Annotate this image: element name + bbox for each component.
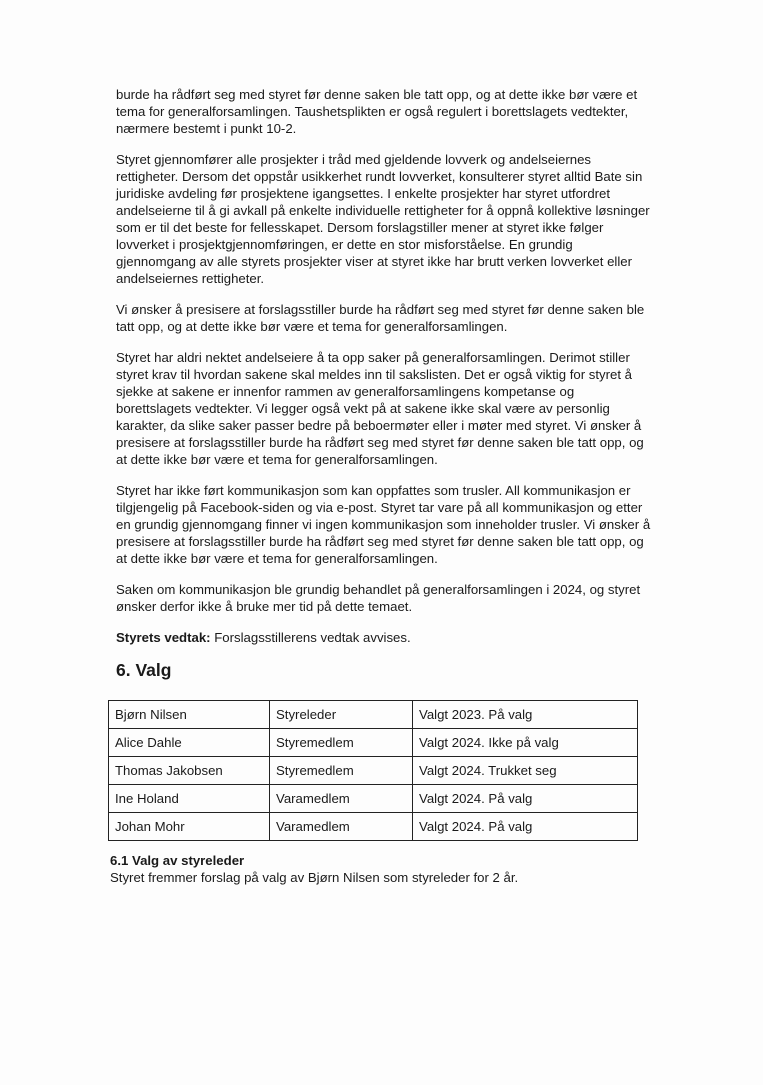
paragraph-2: Styret gjennomfører alle prosjekter i tråd med gjeldende lovverk og andelseiernes rettigheter. Dersom det oppstår usikkerhet rundt lovverket, konsulterer styret alltid Bate sin juridiske avdeling før prosjektene igangsettes. I enkelte prosjekter har styret utfordret andelseierne til å gi avkall på enkelte individuelle rettigheter for å oppnå kollektive løsninger som er til det beste for fellesskapet. Dersom forslagstiller mener at styret ikke følger lovverket i prosjektgjennomføringen, er dette en stor misforståelse. En grundig gjennomgang av alle styrets prosjekter viser at styret ikke har brutt verken lovverket eller andelseiernes rettigheter. — [116, 152, 650, 286]
table-row — [109, 701, 638, 729]
decision-label: Styrets vedtak: — [116, 630, 211, 645]
paragraph-5: Styret har ikke ført kommunikasjon som kan oppfattes som trusler. All kommunikasjon er tilgjengelig på Facebook-siden og via e-post. Styret tar vare på all kommunikasjon og etter en grundig gjennomgang finner vi ingen kommunikasjon som inneholder trusler. Vi ønsker å presisere at forslagsstiller burde ha rådført seg med styret før denne saken ble tatt opp, og at dette ikke bør være et tema for generalforsamlingen. — [116, 483, 651, 566]
table-cell-role: Varamedlem — [270, 785, 413, 813]
paragraph-6: Saken om kommunikasjon ble grundig behandlet på generalforsamlingen i 2024, og styret ønsker derfor ikke å bruke mer tid på dette temaet. — [116, 582, 641, 614]
paragraph-1: burde ha rådført seg med styret før denne saken ble tatt opp, og at dette ikke bør være et tema for generalforsamlingen. Taushetsplikten er også regulert i borettslagets vedtekter, nærmere bestemt i punkt 10-2. — [116, 87, 638, 136]
paragraph-4: Styret har aldri nektet andelseiere å ta opp saker på generalforsamlingen. Derimot stiller styret krav til hvordan sakene skal meldes inn til sakslisten. Det er også viktig for styret å sjekke at sakene er innenfor rammen av generalforsamlingens kompetanse og borettslagets vedtekter. Vi legger også vekt på at sakene ikke skal være av personlig karakter, da slike saker passer bedre på beboermøter eller i møter med styret. Vi ønsker å presisere at forslagsstiller burde ha rådført seg med styret før denne saken ble tatt opp, og at dette ikke bør være et tema for generalforsamlingen. — [116, 350, 644, 467]
table-cell-role: Styremedlem — [270, 757, 413, 785]
table-cell-role: Styreleder — [270, 701, 413, 729]
table-cell-role: Varamedlem — [270, 813, 413, 841]
table-row — [109, 813, 638, 841]
paragraph-3: Vi ønsker å presisere at forslagsstiller burde ha rådført seg med styret før denne saken ble tatt opp, og at dette ikke bør være et tema for generalforsamlingen. — [116, 302, 645, 334]
table-cell-name: Ine Holand — [109, 785, 270, 813]
table-cell-name: Thomas Jakobsen — [109, 757, 270, 785]
board-decision — [116, 629, 651, 646]
table-cell-status: Valgt 2024. Trukket seg — [413, 757, 638, 785]
table-cell-status: Valgt 2024. På valg — [413, 785, 638, 813]
table-row — [109, 729, 638, 757]
election-table — [108, 700, 638, 841]
table-cell-status: Valgt 2024. På valg — [413, 813, 638, 841]
table-row — [109, 785, 638, 813]
document-content — [110, 86, 651, 886]
table-cell-status: Valgt 2023. På valg — [413, 701, 638, 729]
table-cell-name: Johan Mohr — [109, 813, 270, 841]
table-cell-name: Bjørn Nilsen — [109, 701, 270, 729]
table-cell-role: Styremedlem — [270, 729, 413, 757]
subsection-title: 6.1 Valg av styreleder — [110, 853, 245, 868]
table-cell-name: Alice Dahle — [109, 729, 270, 757]
decision-text: Forslagsstillerens vedtak avvises. — [210, 630, 411, 645]
table-row — [109, 757, 638, 785]
table-cell-status: Valgt 2024. Ikke på valg — [413, 729, 638, 757]
section-title: 6. Valg — [116, 660, 172, 680]
subsection-text: Styret fremmer forslag på valg av Bjørn Nilsen som styreleder for 2 år. — [110, 870, 519, 885]
